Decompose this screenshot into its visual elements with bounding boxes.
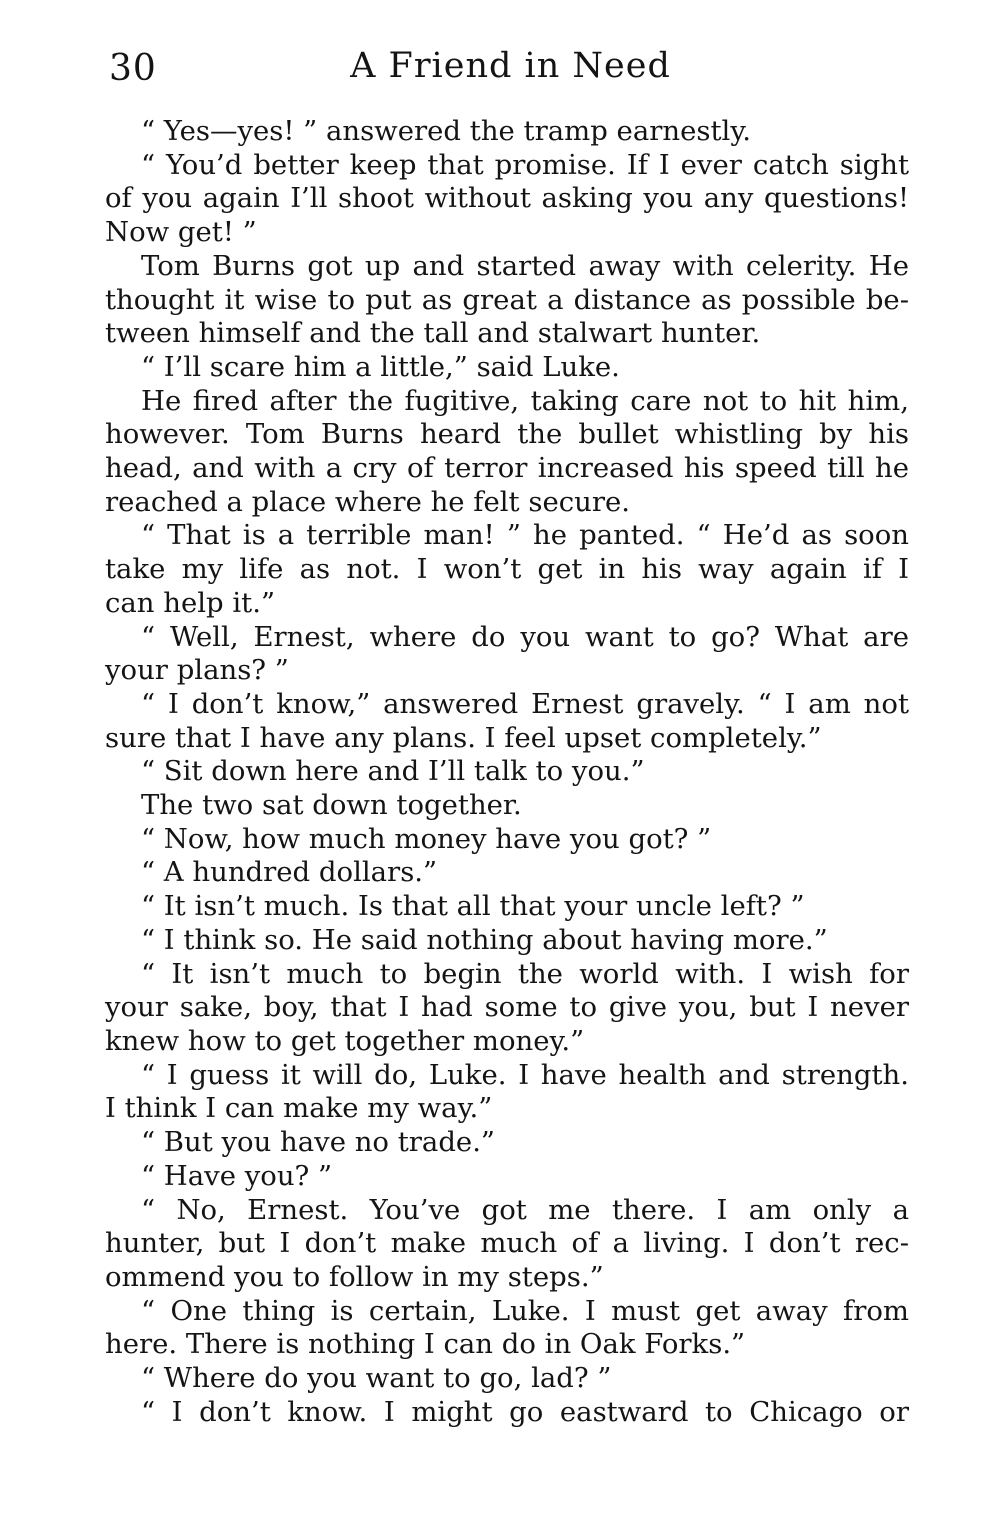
text-line: “ No, Ernest. You’ve got me there. I am only a <box>141 1193 909 1226</box>
paragraph <box>105 385 909 520</box>
text-line: “ Well, Ernest, where do you want to go? What are <box>141 620 909 653</box>
text-line: knew how to get together money.” <box>105 1024 585 1057</box>
text-line: The two sat down together. <box>141 789 522 822</box>
paragraph <box>105 823 909 857</box>
paragraph <box>105 1126 909 1160</box>
text-line: “ That is a terrible man! ” he panted. “ He’d as soon <box>141 519 909 552</box>
text-line: Now get! ” <box>105 216 257 249</box>
paragraph <box>105 250 909 351</box>
paragraph <box>105 149 909 250</box>
paragraph <box>105 1160 909 1194</box>
running-title: A Friend in Need <box>350 46 671 86</box>
running-head <box>105 42 910 98</box>
paragraph <box>105 755 909 789</box>
text-line: “ I don’t know. I might go eastward to Chicago or <box>141 1395 909 1428</box>
text-line: however. Tom Burns heard the bullet whistling by his <box>105 418 909 451</box>
text-line: “ Have you? ” <box>141 1159 333 1192</box>
text-line: “ Where do you want to go, lad? ” <box>141 1362 612 1395</box>
text-line: “ It isn’t much to begin the world with. I wish for <box>141 957 909 990</box>
text-line: “ It isn’t much. Is that all that your uncle left? ” <box>141 890 805 923</box>
paragraph <box>105 115 909 149</box>
paragraph <box>105 856 909 890</box>
text-line: “ Sit down here and I’ll talk to you.” <box>141 755 645 788</box>
paragraph <box>105 351 909 385</box>
text-line: sure that I have any plans. I feel upset completely.” <box>105 721 822 754</box>
text-line: “ One thing is certain, Luke. I must get away from <box>141 1294 909 1327</box>
text-line: “ I’ll scare him a little,” said Luke. <box>141 350 620 383</box>
paragraph <box>105 1396 909 1430</box>
text-line: reached a place where he felt secure. <box>105 485 631 518</box>
paragraph <box>105 1059 909 1126</box>
text-line: “ I think so. He said nothing about having more.” <box>141 923 828 956</box>
paragraph <box>105 519 909 620</box>
paragraph <box>105 958 909 1059</box>
paragraph <box>105 924 909 958</box>
text-line: “ Now, how much money have you got? ” <box>141 822 712 855</box>
text-line: I think I can make my way.” <box>105 1092 493 1125</box>
page-number: 30 <box>109 48 157 89</box>
text-line: “ I don’t know,” answered Ernest gravely. “ I am not <box>141 687 909 720</box>
paragraph <box>105 1362 909 1396</box>
paragraph <box>105 789 909 823</box>
text-line: “ A hundred dollars.” <box>141 856 438 889</box>
paragraph <box>105 621 909 688</box>
text-line: your sake, boy, that I had some to give you, but I never <box>105 991 909 1024</box>
paragraph <box>105 1295 909 1362</box>
text-line: hunter, but I don’t make much of a living. I don’t rec- <box>105 1227 909 1260</box>
text-line: Tom Burns got up and started away with celerity. He <box>141 249 909 282</box>
text-line: here. There is nothing I can do in Oak Forks.” <box>105 1328 746 1361</box>
text-line: He fired after the fugitive, taking care not to hit him, <box>141 384 909 417</box>
text-line: “ Yes—yes! ” answered the tramp earnestly. <box>141 115 751 147</box>
text-line: ommend you to follow in my steps.” <box>105 1260 604 1293</box>
text-line: head, and with a cry of terror increased his speed till he <box>105 452 909 485</box>
paragraph <box>105 688 909 755</box>
body-text <box>105 115 909 1429</box>
text-line: “ But you have no trade.” <box>141 1126 495 1159</box>
text-line: “ I guess it will do, Luke. I have health and strength. <box>141 1058 909 1091</box>
text-line: “ You’d better keep that promise. If I ever catch sight <box>141 148 909 181</box>
paragraph <box>105 890 909 924</box>
text-line: can help it.” <box>105 586 276 619</box>
text-line: take my life as not. I won’t get in his way again if I <box>105 553 909 586</box>
text-line: of you again I’ll shoot without asking you any questions! <box>105 182 909 215</box>
text-line: tween himself and the tall and stalwart hunter. <box>105 317 761 350</box>
paragraph <box>105 1194 909 1295</box>
text-line: thought it wise to put as great a distance as possible be- <box>105 283 909 316</box>
text-line: your plans? ” <box>105 654 289 687</box>
